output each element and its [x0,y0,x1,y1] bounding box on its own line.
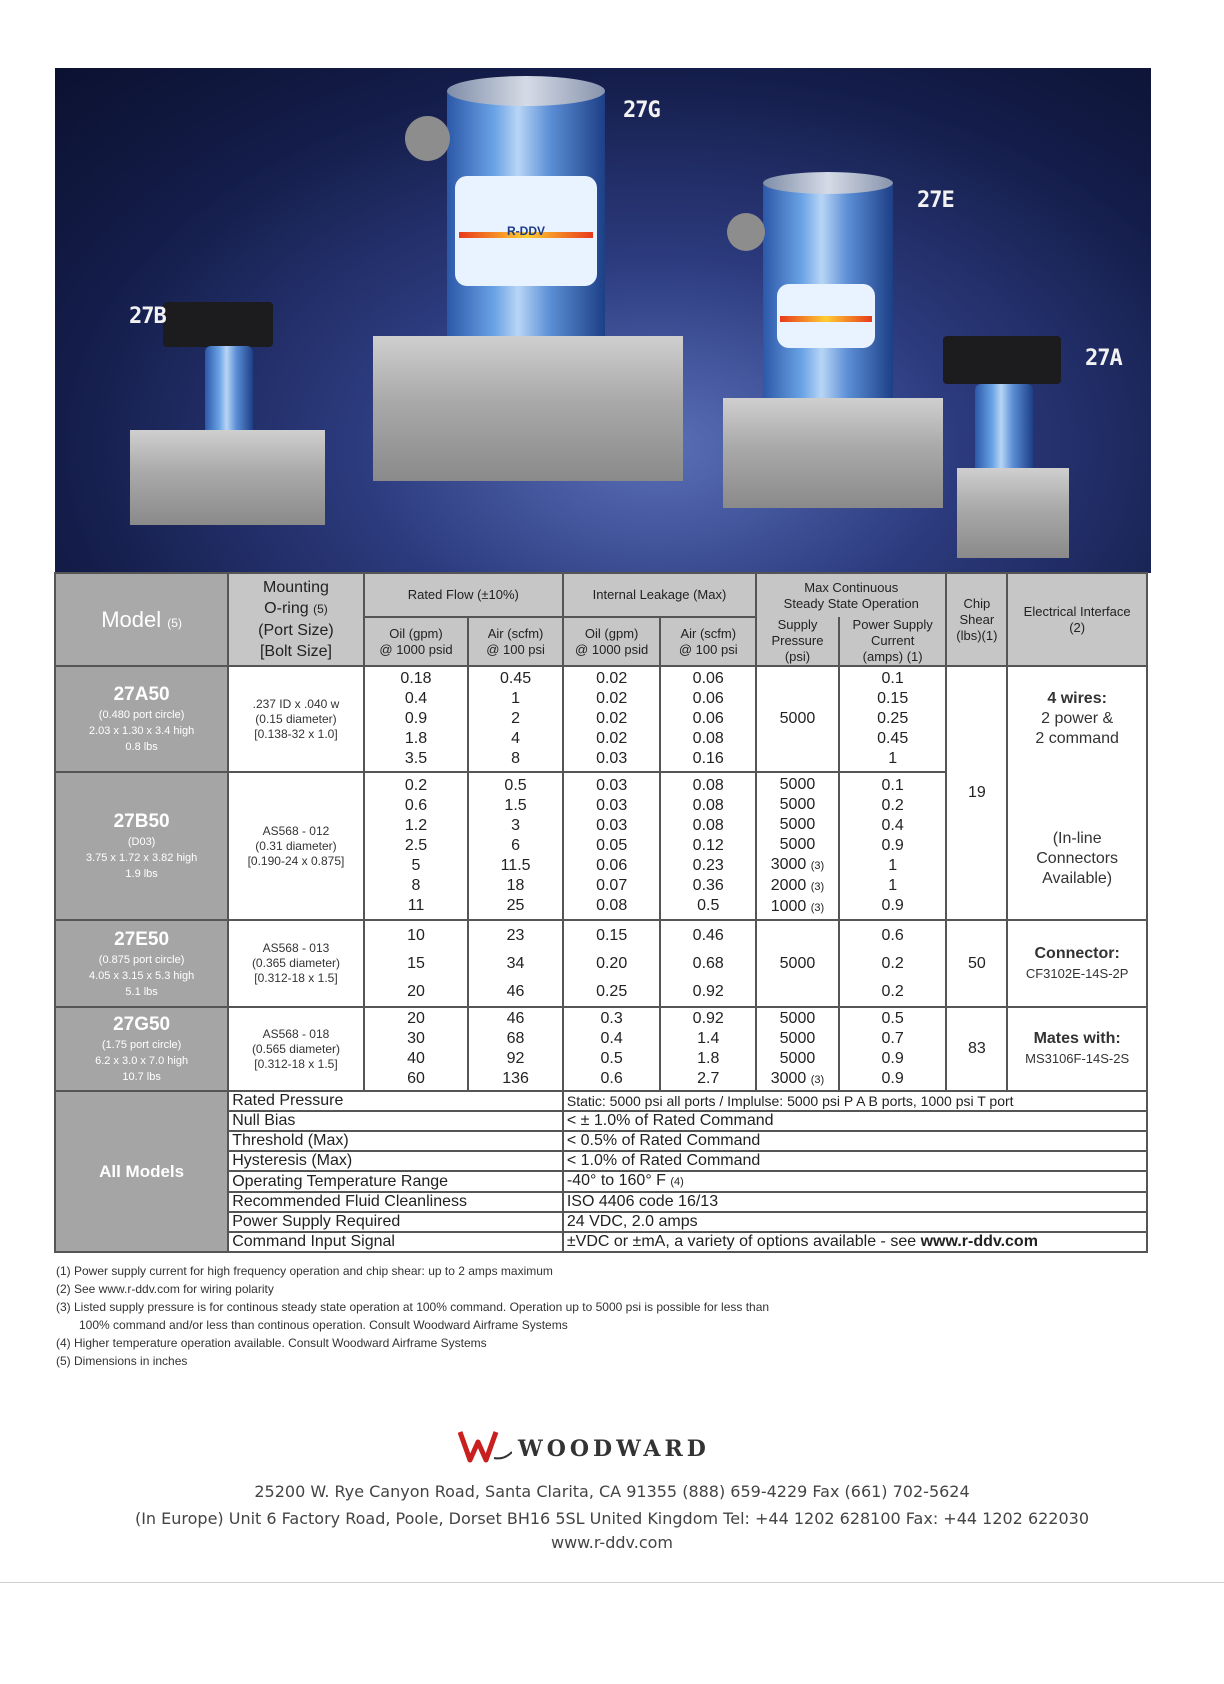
leak-oil-27a50: 0.02 0.02 0.02 0.02 0.03 [563,666,661,772]
leak-air-27b50: 0.08 0.08 0.08 0.12 0.23 0.36 0.5 [660,772,756,920]
flow-oil-27e50: 10 15 20 [364,920,469,1007]
note-1: (1) Power supply current for high frequency operation and chip shear: up to 2 amps maximum [56,1264,553,1278]
header-electrical-interface: Electrical Interface (2) [1007,573,1147,666]
prop-fluid-cleanliness: Recommended Fluid Cleanliness [228,1192,563,1212]
flow-oil-27b50: 0.2 0.6 1.2 2.5 5 8 11 [364,772,469,920]
note-2: (2) See www.r-ddv.com for wiring polarity [56,1282,274,1296]
bottom-rule [0,1582,1224,1583]
header-leak-oil: Oil (gpm) @ 1000 psid [563,617,661,666]
value-rated-pressure: Static: 5000 psi all ports / Implulse: 5000 psi P A B ports, 1000 psi T port [563,1091,1147,1111]
leak-oil-27g50: 0.3 0.4 0.5 0.6 [563,1007,661,1091]
header-supply-pressure: Supply Pressure (psi) [756,617,839,666]
value-null-bias: < ± 1.0% of Rated Command [563,1111,1147,1131]
product-photo [55,68,1151,573]
prop-null-bias: Null Bias [228,1111,563,1131]
prop-hysteresis: Hysteresis (Max) [228,1151,563,1171]
valve-27a-cap [943,336,1061,384]
header-leak-air: Air (scfm) @ 100 psi [660,617,756,666]
label-27e: 27E [917,188,954,213]
valve-27a-base [957,468,1069,558]
mount-cell-27e50: AS568 - 013 (0.365 diameter) [0.312-18 x 1.5] [228,920,364,1007]
value-operating-temperature: -40° to 160° F (4) [563,1171,1147,1192]
flow-air-27e50: 23 34 46 [468,920,563,1007]
supply-27a50: 5000 [756,666,839,772]
prop-rated-pressure: Rated Pressure [228,1091,563,1111]
valve-27e-top [763,172,893,194]
flow-oil-27g50: 20 30 40 60 [364,1007,469,1091]
header-mounting: Mounting O-ring (5) (Port Size) [Bolt Size] [228,573,364,666]
electrical-connector: Connector: CF3102E-14S-2P [1007,920,1147,1007]
valve-27a-body [975,384,1033,474]
model-cell-27a50: 27A50 (0.480 port circle) 2.03 x 1.30 x 3.4 high 0.8 lbs [55,666,228,772]
model-cell-27g50: 27G50 (1.75 port circle) 6.2 x 3.0 x 7.0 high 10.7 lbs [55,1007,228,1091]
leak-oil-27e50: 0.15 0.20 0.25 [563,920,661,1007]
value-power-supply: 24 VDC, 2.0 amps [563,1212,1147,1232]
mount-cell-27b50: AS568 - 012 (0.31 diameter) [0.190-24 x 0.875] [228,772,364,920]
label-27g: 27G [623,98,660,123]
header-internal-leakage: Internal Leakage (Max) [563,573,756,617]
prop-command-input: Command Input Signal [228,1232,563,1252]
mount-cell-27g50: AS568 - 018 (0.565 diameter) [0.312-18 x 1.5] [228,1007,364,1091]
valve-27b-cap [163,302,273,347]
leak-air-27a50: 0.06 0.06 0.06 0.08 0.16 [660,666,756,772]
chip-shear-27e: 50 [946,920,1007,1007]
valve-27e-connector [727,213,765,251]
valve-27g-label [455,176,597,286]
model-cell-27e50: 27E50 (0.875 port circle) 4.05 x 3.15 x 5.3 high 5.1 lbs [55,920,228,1007]
electrical-wires: 4 wires: 2 power & 2 command (In-line Connectors Available) [1007,666,1147,920]
chip-shear-27g: 83 [946,1007,1007,1091]
current-27b50: 0.1 0.2 0.4 0.9 1 1 0.9 [839,772,947,920]
header-max-continuous: Max Continuous Steady State Operation [756,573,946,617]
supply-27g50: 5000 5000 5000 3000 (3) [756,1007,839,1091]
mount-cell-27a50: .237 ID x .040 w (0.15 diameter) [0.138-32 x 1.0] [228,666,364,772]
valve-27e-label [777,284,875,348]
woodward-logo [458,1428,758,1464]
flow-air-27a50: 0.45 1 2 4 8 [468,666,563,772]
valve-27g-connector [405,116,450,161]
header-chip-shear: Chip Shear (lbs)(1) [946,573,1007,666]
supply-27e50: 5000 [756,920,839,1007]
address-us: 25200 W. Rye Canyon Road, Santa Clarita, CA 91355 (888) 659-4229 Fax (661) 702-5624 [254,1482,970,1501]
value-fluid-cleanliness: ISO 4406 code 16/13 [563,1192,1147,1212]
logo-text: WOODWARD [518,1436,710,1462]
electrical-mates: Mates with: MS3106F-14S-2S [1007,1007,1147,1091]
footnotes [56,1262,769,1370]
prop-power-supply: Power Supply Required [228,1212,563,1232]
label-27a: 27A [1085,346,1122,371]
valve-27g-top [447,76,605,106]
flow-oil-27a50: 0.18 0.4 0.9 1.8 3.5 [364,666,469,772]
prop-operating-temperature: Operating Temperature Range [228,1171,563,1192]
brand-label: R-DDV [507,224,545,238]
leak-air-27e50: 0.46 0.68 0.92 [660,920,756,1007]
leak-air-27g50: 0.92 1.4 1.8 2.7 [660,1007,756,1091]
note-3-continued: 100% command and/or less than continous operation. Consult Woodward Airframe Systems [79,1318,568,1332]
label-27b: 27B [129,304,166,329]
valve-27b-body [205,346,253,436]
all-models-label: All Models [55,1091,228,1252]
value-hysteresis: < 1.0% of Rated Command [563,1151,1147,1171]
current-27g50: 0.5 0.7 0.9 0.9 [839,1007,947,1091]
current-27a50: 0.1 0.15 0.25 0.45 1 [839,666,947,772]
header-flow-oil: Oil (gpm) @ 1000 psid [364,617,469,666]
footer-website[interactable]: www.r-ddv.com [551,1533,673,1552]
flow-air-27b50: 0.5 1.5 3 6 11.5 18 25 [468,772,563,920]
prop-threshold: Threshold (Max) [228,1131,563,1151]
header-rated-flow: Rated Flow (±10%) [364,573,563,617]
header-flow-air: Air (scfm) @ 100 psi [468,617,563,666]
value-command-input: ±VDC or ±mA, a variety of options available - see www.r-ddv.com [563,1232,1147,1252]
chip-shear-27a-27b: 19 [946,666,1007,920]
valve-27b-base [130,430,325,525]
note-4: (4) Higher temperature operation available. Consult Woodward Airframe Systems [56,1336,487,1350]
valve-27g-base [373,336,683,481]
header-model: Model (5) [55,573,228,666]
note-5: (5) Dimensions in inches [56,1354,188,1368]
supply-27b50: 5000 5000 5000 5000 3000 (3) 2000 (3) 1000 (3) [756,772,839,920]
valve-27e-base [723,398,943,508]
header-power-supply-current: Power Supply Current (amps) (1) [839,617,947,666]
flow-air-27g50: 46 68 92 136 [468,1007,563,1091]
woodward-w-icon [458,1428,512,1464]
spec-table [54,572,1148,1253]
address-europe: (In Europe) Unit 6 Factory Road, Poole, Dorset BH16 5SL United Kingdom Tel: +44 1202 628100 Fax: +44 1202 622030 [134,1509,1090,1528]
value-threshold: < 0.5% of Rated Command [563,1131,1147,1151]
note-3: (3) Listed supply pressure is for continous steady state operation at 100% command. Operation up to 5000 psi is possible for less than [56,1300,770,1314]
website-link[interactable]: www.r-ddv.com [920,1233,1038,1250]
current-27e50: 0.6 0.2 0.2 [839,920,947,1007]
leak-oil-27b50: 0.03 0.03 0.03 0.05 0.06 0.07 0.08 [563,772,661,920]
model-cell-27b50: 27B50 (D03) 3.75 x 1.72 x 3.82 high 1.9 lbs [55,772,228,920]
